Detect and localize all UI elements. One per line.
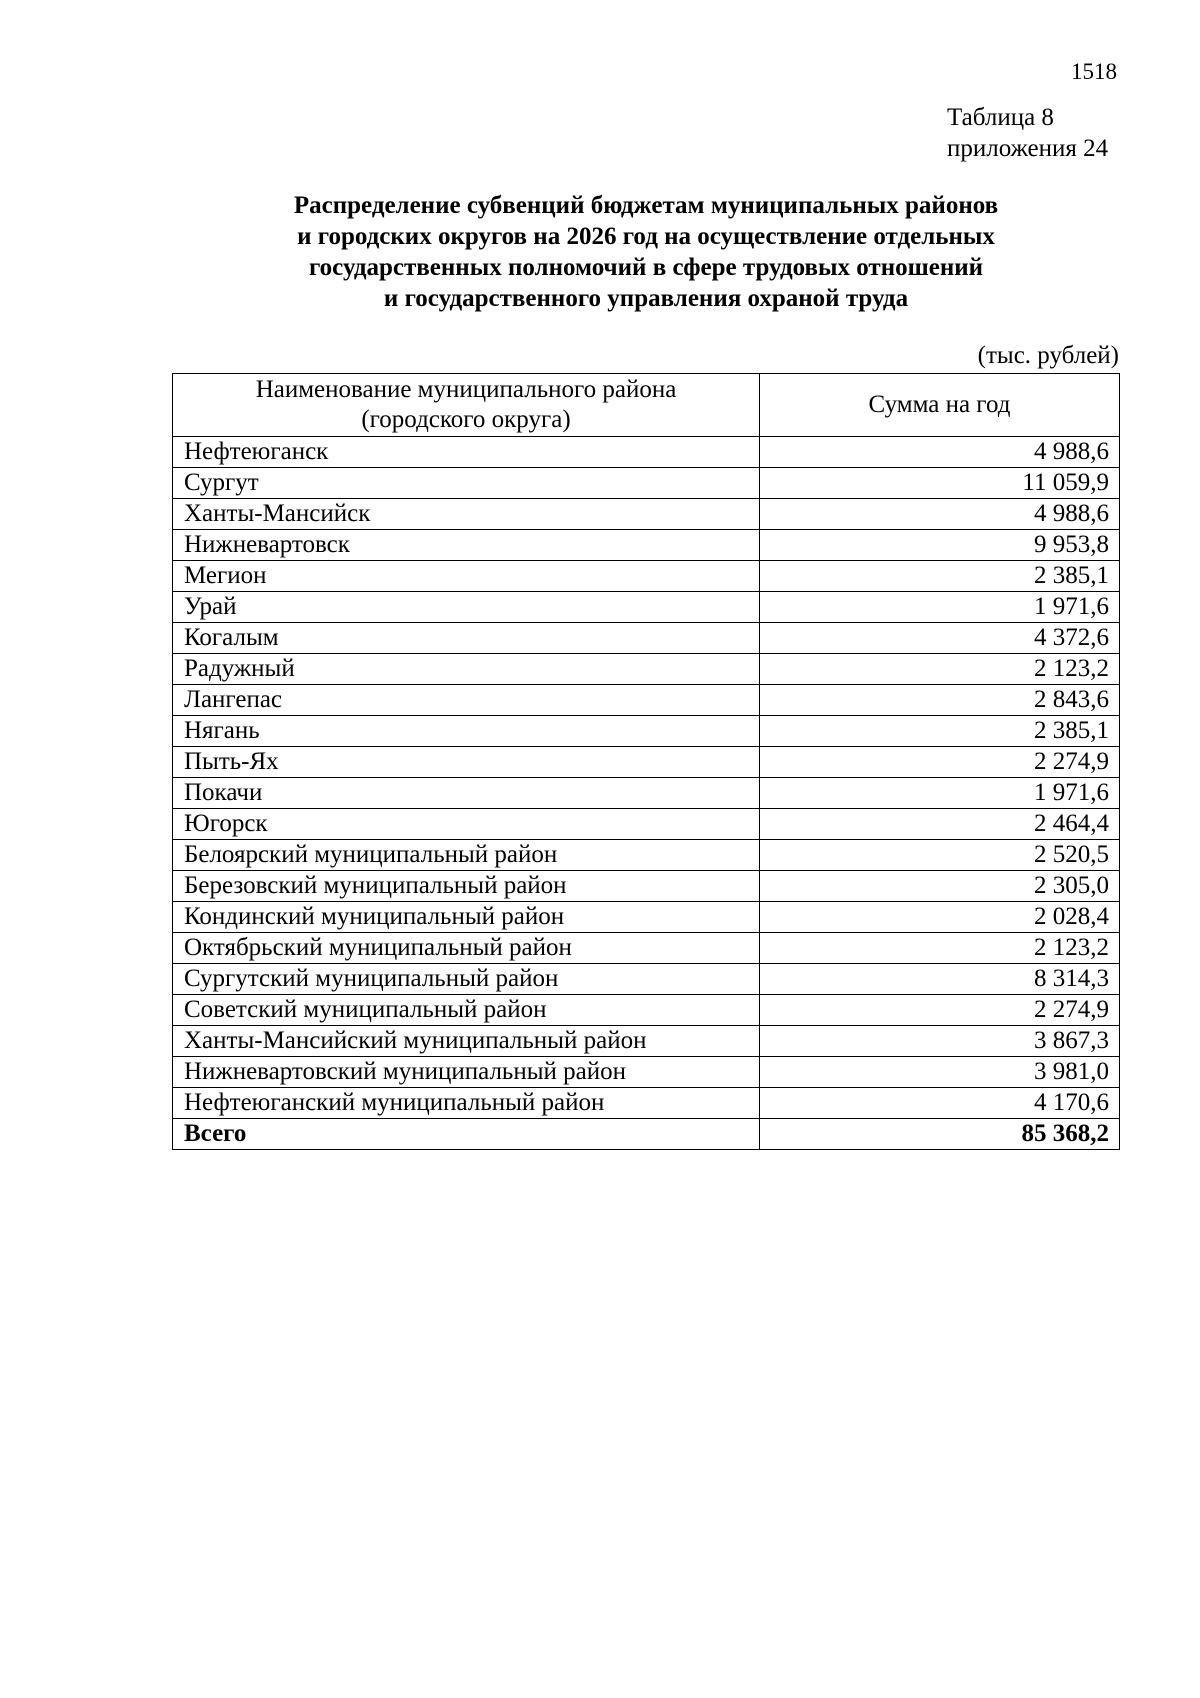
total-label-cell: Всего <box>173 1119 760 1150</box>
table-row <box>173 995 1120 1026</box>
table-row <box>173 747 1120 778</box>
municipality-name-cell: Урай <box>173 592 760 623</box>
table-row <box>173 1088 1120 1119</box>
table-row <box>173 809 1120 840</box>
table-row <box>173 530 1120 561</box>
municipality-name-cell: Нефтеюганск <box>173 437 760 468</box>
amount-cell: 4 170,6 <box>760 1088 1120 1119</box>
table-row <box>173 685 1120 716</box>
amount-cell: 2 385,1 <box>760 716 1120 747</box>
amount-cell: 2 464,4 <box>760 809 1120 840</box>
document-title <box>172 190 1120 314</box>
municipality-name-cell: Покачи <box>173 778 760 809</box>
amount-cell: 2 274,9 <box>760 747 1120 778</box>
amount-cell: 4 372,6 <box>760 623 1120 654</box>
title-line-1: Распределение субвенций бюджетам муниципальных районов <box>293 192 999 219</box>
table-row <box>173 623 1120 654</box>
title-line-3: государственных полномочий в сфере трудовых отношений <box>308 254 984 281</box>
title-line-2: и городских округов на 2026 год на осуществление отдельных <box>297 223 995 250</box>
municipality-name-cell: Когалым <box>173 623 760 654</box>
amount-cell: 9 953,8 <box>760 530 1120 561</box>
amount-cell: 2 028,4 <box>760 902 1120 933</box>
total-row <box>173 1119 1120 1150</box>
municipality-name-cell: Ханты-Мансийск <box>173 499 760 530</box>
table-row <box>173 592 1120 623</box>
table-row <box>173 499 1120 530</box>
amount-cell: 2 274,9 <box>760 995 1120 1026</box>
title-line-4: и государственного управления охраной труда <box>383 285 909 312</box>
municipality-name-cell: Нягань <box>173 716 760 747</box>
units-label: (тыс. рублей) <box>977 342 1119 369</box>
table-row <box>173 1057 1120 1088</box>
municipality-name-cell: Кондинский муниципальный район <box>173 902 760 933</box>
municipality-name-cell: Мегион <box>173 561 760 592</box>
amount-cell: 2 520,5 <box>760 840 1120 871</box>
municipality-name-cell: Белоярский муниципальный район <box>173 840 760 871</box>
table-row <box>173 778 1120 809</box>
amount-cell: 3 867,3 <box>760 1026 1120 1057</box>
amount-cell: 2 123,2 <box>760 654 1120 685</box>
table-header-row <box>173 374 1120 437</box>
municipality-name-cell: Югорск <box>173 809 760 840</box>
table-body <box>173 437 1120 1150</box>
column-header-municipality <box>173 374 760 437</box>
table-row <box>173 468 1120 499</box>
municipality-name-cell: Сургут <box>173 468 760 499</box>
table-row <box>173 840 1120 871</box>
table-reference-line-1: Таблица 8 <box>947 104 1054 131</box>
municipality-name-cell: Радужный <box>173 654 760 685</box>
amount-cell: 2 843,6 <box>760 685 1120 716</box>
column-header-municipality-line-1: Наименование муниципального района <box>255 376 677 403</box>
municipality-name-cell: Нижневартовский муниципальный район <box>173 1057 760 1088</box>
municipality-name-cell: Советский муниципальный район <box>173 995 760 1026</box>
amount-cell: 4 988,6 <box>760 499 1120 530</box>
amount-cell: 2 385,1 <box>760 561 1120 592</box>
subvention-table <box>172 373 1120 1150</box>
municipality-name-cell: Березовский муниципальный район <box>173 871 760 902</box>
table-row <box>173 964 1120 995</box>
amount-cell: 1 971,6 <box>760 592 1120 623</box>
amount-cell: 4 988,6 <box>760 437 1120 468</box>
municipality-name-cell: Сургутский муниципальный район <box>173 964 760 995</box>
amount-cell: 3 981,0 <box>760 1057 1120 1088</box>
table-row <box>173 716 1120 747</box>
table-row <box>173 437 1120 468</box>
amount-cell: 2 123,2 <box>760 933 1120 964</box>
municipality-name-cell: Пыть-Ях <box>173 747 760 778</box>
amount-cell: 2 305,0 <box>760 871 1120 902</box>
page-number: 1518 <box>1071 59 1117 84</box>
table-row <box>173 902 1120 933</box>
municipality-name-cell: Октябрьский муниципальный район <box>173 933 760 964</box>
amount-cell: 1 971,6 <box>760 778 1120 809</box>
table-row <box>173 871 1120 902</box>
amount-cell: 8 314,3 <box>760 964 1120 995</box>
table-reference-line-2: приложения 24 <box>947 135 1109 162</box>
column-header-municipality-line-2: (городского округа) <box>361 406 571 433</box>
table-reference <box>947 102 1108 164</box>
table-row <box>173 561 1120 592</box>
municipality-name-cell: Нижневартовск <box>173 530 760 561</box>
amount-cell: 11 059,9 <box>760 468 1120 499</box>
column-header-amount: Сумма на год <box>760 374 1120 437</box>
municipality-name-cell: Нефтеюганский муниципальный район <box>173 1088 760 1119</box>
table-row <box>173 1026 1120 1057</box>
municipality-name-cell: Лангепас <box>173 685 760 716</box>
table-row <box>173 654 1120 685</box>
municipality-name-cell: Ханты-Мансийский муниципальный район <box>173 1026 760 1057</box>
table-row <box>173 933 1120 964</box>
total-amount-cell: 85 368,2 <box>760 1119 1120 1150</box>
